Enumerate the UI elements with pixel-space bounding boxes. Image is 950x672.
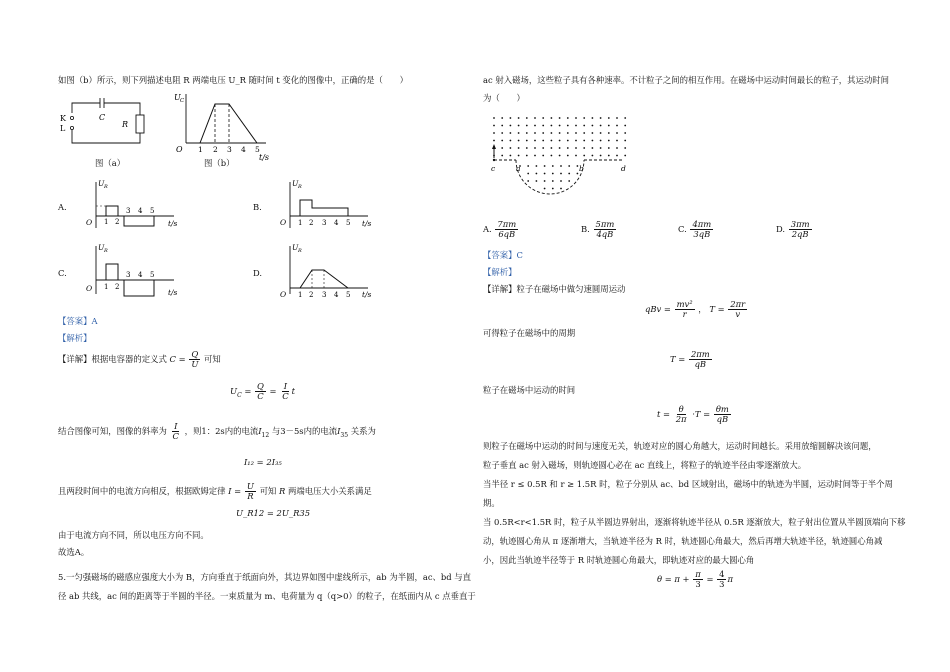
field-dot [510, 155, 512, 157]
field-dot [560, 180, 562, 182]
eq-theta-l: θ = π + [657, 574, 690, 585]
opt-b-ylabel: U [292, 179, 299, 188]
field-dot [559, 140, 561, 142]
eq-period-l: T = [709, 304, 725, 315]
eq-period-num: 2πr [730, 299, 746, 309]
equation-force: qBv = $\frac{\text{mv²}}{r}$ ， T = $\frac{2\pi r}{v}$ [645, 299, 746, 320]
graph-b-xlabel: t/s [259, 153, 270, 162]
field-dot [608, 125, 610, 127]
field-dot [624, 155, 626, 157]
field-dot [510, 132, 512, 134]
field-dot [559, 125, 561, 127]
opt-a-xlabel: t/s [168, 219, 178, 228]
field-dot [526, 125, 528, 127]
para-7: 小，因此当轨迹半径等于 R 时轨迹圆心角最大，即轨迹对应的最大圆心角 [483, 555, 755, 565]
choice-c-num: 4πm [692, 219, 712, 229]
field-dot [624, 125, 626, 127]
para-2: 粒子垂直 ac 射入磁场，则轨迹圆心必在 ac 直线上，将粒子的轨迹半径由零逐渐放大。 [483, 460, 807, 470]
choice-b-num: 5πm [595, 219, 615, 229]
opt-b-tick: 3 [322, 219, 327, 227]
ohm-text: 且两段时间中的电流方向相反，根据欧姆定律 I = $\frac{U}{R}$ 可知 R 两端电压大小关系满足 [58, 481, 372, 502]
graph-b-tick: 2 [213, 145, 218, 154]
field-dot [542, 132, 544, 134]
field-dot [559, 132, 561, 134]
field-dot [501, 155, 503, 157]
eq-theta-mid: = [706, 574, 714, 585]
field-dot [600, 125, 602, 127]
field-dot [518, 117, 520, 119]
choose: 故选A。 [58, 547, 90, 557]
field-dot [518, 132, 520, 134]
field-dot [624, 140, 626, 142]
graph-b-ylabel: U [174, 93, 181, 102]
eq-force-l: qBv = [645, 304, 671, 315]
circuit-label-c: C [99, 113, 106, 122]
field-dot [501, 132, 503, 134]
field-dot [559, 147, 561, 149]
field-dot [600, 147, 602, 149]
field-dot [551, 140, 553, 142]
field-dot [559, 155, 561, 157]
eq-theta-end: π [727, 574, 733, 585]
opt-c-tick: 3 [126, 271, 131, 279]
para-1: 则粒子在磁场中运动的时间与速度无关，轨迹对应的圆心角越大，运动时间越长。采用放缩圆解决该问题， [483, 441, 877, 451]
field-dot [544, 165, 546, 167]
eq-period-den: v [735, 309, 741, 320]
opt-b-tick: 5 [346, 219, 351, 227]
field-dot [552, 165, 554, 167]
eq-theta-d1: 3 [695, 579, 701, 590]
q5-line1: 5.一匀强磁场的磁感应强度大小为 B，方向垂直于纸面向外，其边界如图中虚线所示，ab 为半圆，ac、bd 与直 [58, 572, 472, 582]
graph-b-tick: 4 [241, 145, 246, 154]
magnetic-field-diagram [486, 112, 636, 212]
field-dot [567, 155, 569, 157]
field-dot [583, 140, 585, 142]
eq-theta-n1: π [695, 569, 701, 579]
detail-2: 【详解】粒子在磁场中做匀速圆周运动 [483, 284, 626, 294]
conclusion: 由于电流方向不同，所以电压方向不同。 [58, 530, 209, 540]
field-dot [536, 165, 538, 167]
field-dot [624, 132, 626, 134]
time-text: 粒子在磁场中运动的时间 [483, 385, 576, 395]
field-dot [552, 173, 554, 175]
caption-b: 图（b） [204, 158, 235, 168]
field-dot [551, 125, 553, 127]
ohm-text-a: 且两段时间中的电流方向相反，根据欧姆定律 [58, 486, 226, 497]
field-dot [592, 132, 594, 134]
choice-c-den: 3qB [693, 229, 711, 240]
opt-b-tick: 1 [298, 219, 303, 227]
field-dot [551, 132, 553, 134]
field-dot [510, 117, 512, 119]
circuit-diagram [58, 95, 148, 155]
field-dot [608, 140, 610, 142]
field-dot [510, 125, 512, 127]
opt-d-tick: 5 [346, 291, 351, 299]
field-dot [624, 147, 626, 149]
field-dot [526, 147, 528, 149]
opt-a-ylabel: U [98, 179, 105, 188]
field-dots [493, 117, 626, 189]
field-label-c: c [491, 164, 496, 173]
eq-theta-d2: 3 [719, 579, 725, 590]
field-dot [567, 132, 569, 134]
field-dot [616, 147, 618, 149]
field-dot [551, 117, 553, 119]
field-dot [559, 117, 561, 119]
field-dot [501, 125, 503, 127]
choice-b-den: 4qB [596, 229, 614, 240]
eq-force-num: mv² [676, 299, 693, 309]
field-dot [608, 117, 610, 119]
eq-T-l: T = [670, 354, 686, 365]
para-6: 动，轨迹圆心角从 π 逐渐增大，当轨迹半径为 R 时，轨迹圆心角最大，然后再增大轨迹半径，轨迹圆心角减 [483, 536, 883, 546]
field-dot [527, 180, 529, 182]
graph-b-tick: 1 [198, 145, 203, 154]
field-dot [527, 173, 529, 175]
option-b-graph [276, 178, 376, 238]
equation-period [670, 350, 713, 369]
opt-c-tick: 2 [115, 283, 120, 291]
field-dot [552, 180, 554, 182]
field-dot [592, 125, 594, 127]
field-dot [600, 155, 602, 157]
choice-d [776, 220, 813, 239]
field-dot [600, 117, 602, 119]
opt-c-ylabel: U [98, 243, 105, 252]
field-dot [575, 147, 577, 149]
opt-a-origin: O [86, 218, 93, 227]
field-dot [501, 147, 503, 149]
field-dot [575, 132, 577, 134]
eq-t-d2: qB [716, 414, 729, 425]
eq-uc-lhs: U [230, 386, 238, 397]
eq-T-den: qB [694, 359, 707, 370]
eq-t-mid: ·T = [692, 409, 711, 420]
q5-line4: 为（ ） [483, 93, 525, 103]
equation-uc: $U_C$ = $\frac{Q}{C}$ = $\frac{I}{C}$ t [230, 381, 296, 402]
eq-t-d1: 2π [675, 414, 687, 425]
field-dot [600, 140, 602, 142]
option-d-graph [276, 242, 376, 302]
equation-i: I₁₂ = 2I₃₅ [244, 457, 282, 467]
option-d-label: D. [253, 268, 263, 278]
eq-uc-sub: C [237, 391, 242, 399]
opt-c-tick: 1 [104, 283, 109, 291]
field-dot [583, 125, 585, 127]
option-b-label: B. [253, 202, 262, 212]
opt-d-tick: 4 [334, 291, 339, 299]
opt-d-ysub: R [298, 248, 302, 254]
opt-b-xlabel: t/s [362, 219, 372, 228]
opt-a-tick: 3 [126, 207, 131, 215]
field-dot [493, 140, 495, 142]
field-dot [583, 117, 585, 119]
field-dot [575, 155, 577, 157]
field-dot [536, 180, 538, 182]
field-dot [526, 117, 528, 119]
q5-line3: ac 射入磁场，这些粒子具有各种速率。不计粒子之间的相互作用。在磁场中运动时间最长的粒子，其运动时间 [483, 75, 889, 85]
option-c-graph [82, 242, 182, 302]
field-dot [493, 117, 495, 119]
choice-c-label: C. [678, 224, 687, 235]
field-dot [501, 140, 503, 142]
choice-b [581, 220, 617, 239]
field-dot [567, 147, 569, 149]
choice-d-num: 3πm [790, 219, 810, 229]
field-dot [542, 117, 544, 119]
field-dot [552, 188, 554, 190]
field-dot [526, 132, 528, 134]
field-dot [534, 155, 536, 157]
field-dot [510, 140, 512, 142]
equation-time [657, 405, 732, 424]
field-dot [493, 125, 495, 127]
equation-u: U_R12 = 2U_R35 [236, 508, 311, 518]
detail-1: 【详解】根据电容器的定义式 C = $\frac{Q}{U}$ 可知 [58, 349, 221, 370]
opt-c-ysub: R [104, 248, 108, 254]
answer-2: 【答案】C [483, 250, 523, 260]
field-dot [551, 155, 553, 157]
field-dot [583, 155, 585, 157]
equation-theta [657, 570, 733, 589]
slope-text-d: 关系为 [350, 426, 376, 437]
field-dot [568, 180, 570, 182]
graph-b-tick: 5 [255, 145, 260, 154]
caption-a: 图（a） [95, 158, 126, 168]
option-c-label: C. [58, 268, 67, 278]
field-dot [534, 147, 536, 149]
field-dot [544, 188, 546, 190]
opt-d-tick: 3 [322, 291, 327, 299]
option-a-graph [82, 178, 182, 238]
field-dot [518, 155, 520, 157]
q5-line2: 径 ab 共线，ac 间的距离等于半圆的半径。一束质量为 m、电荷量为 q（q>0）的粒子，在纸面内从 c 点垂直于 [58, 591, 476, 601]
field-dot [526, 140, 528, 142]
eq-T-num: 2πm [690, 349, 710, 359]
answer-1: 【答案】A [58, 316, 98, 326]
opt-d-xlabel: t/s [362, 290, 372, 299]
field-dot [544, 180, 546, 182]
field-dot [518, 147, 520, 149]
field-dot [608, 132, 610, 134]
field-dot [534, 117, 536, 119]
choice-a-label: A. [483, 224, 492, 235]
option-a-label: A. [58, 202, 67, 212]
field-label-b: b [579, 164, 584, 173]
opt-b-tick: 4 [334, 219, 339, 227]
graph-b-ysub: C [180, 98, 185, 104]
circuit-label-r: R [122, 120, 129, 129]
field-dot [551, 147, 553, 149]
field-dot [592, 147, 594, 149]
para-3: 当半径 r ≤ 0.5R 和 r ≥ 1.5R 时，粒子分别从 ac、bd 区域射出，磁场中的轨迹为半圆，运动时间等于半个周 [483, 479, 893, 489]
para-5: 当 0.5R<r<1.5R 时，粒子从半圆边界射出，逐渐将轨迹半径从 0.5R 逐渐放大，粒子射出位置从半圆顶端向下移 [483, 517, 906, 527]
field-dot [493, 132, 495, 134]
graph-b [158, 88, 278, 162]
field-label-d: d [621, 164, 626, 173]
field-dot [536, 173, 538, 175]
opt-a-tick: 1 [104, 218, 109, 226]
eq-theta-n2: 4 [719, 569, 725, 579]
field-dot [518, 125, 520, 127]
field-dot [534, 132, 536, 134]
choice-a-num: 7πm [497, 219, 517, 229]
circuit-label-l: L [60, 124, 66, 133]
field-dot [568, 173, 570, 175]
field-dot [608, 155, 610, 157]
eq-t-n1: θ [678, 404, 684, 414]
field-dot [501, 117, 503, 119]
field-dot [616, 132, 618, 134]
field-dot [600, 132, 602, 134]
analysis-1: 【解析】 [58, 333, 92, 343]
field-dot [542, 147, 544, 149]
ohm-text-c: 两端电压大小关系满足 [287, 486, 372, 497]
field-dot [575, 125, 577, 127]
choice-b-label: B. [581, 224, 590, 235]
choice-a-den: 6qB [498, 229, 516, 240]
opt-c-tick: 4 [138, 271, 143, 279]
opt-a-tick: 4 [138, 207, 143, 215]
field-dot [560, 165, 562, 167]
choice-d-den: 2qB [791, 229, 809, 240]
choice-c [678, 220, 714, 239]
opt-b-origin: O [280, 218, 287, 227]
opt-d-origin: O [280, 290, 287, 299]
opt-d-ylabel: U [292, 243, 299, 252]
field-dot [534, 140, 536, 142]
ohm-text-b: 可知 [259, 486, 277, 497]
field-dot [592, 117, 594, 119]
field-dot [510, 147, 512, 149]
opt-c-xlabel: t/s [168, 288, 178, 297]
field-dot [592, 140, 594, 142]
field-dot [616, 140, 618, 142]
slope-text-b: ，则1：2s内的电流 [184, 426, 259, 437]
eq-t-l: t = [657, 409, 671, 420]
field-dot [542, 125, 544, 127]
field-dot [583, 147, 585, 149]
choice-d-label: D. [776, 224, 786, 235]
field-dot [534, 125, 536, 127]
field-dot [560, 188, 562, 190]
question-intro: 如图（b）所示，则下列描述电阻 R 两端电压 U_R 随时间 t 变化的图像中，正确的是（ ） [58, 75, 409, 85]
opt-d-tick: 2 [309, 291, 314, 299]
para-4: 期。 [483, 498, 500, 508]
field-dot [616, 155, 618, 157]
field-dot [583, 132, 585, 134]
field-dot [544, 173, 546, 175]
field-dot [527, 165, 529, 167]
field-dot [624, 117, 626, 119]
field-dot [518, 140, 520, 142]
opt-d-tick: 1 [298, 291, 303, 299]
field-dot [575, 117, 577, 119]
analysis-2: 【解析】 [483, 267, 517, 277]
eq-t-n2: θm [715, 404, 729, 414]
opt-b-ysub: R [298, 184, 302, 190]
field-dot [542, 155, 544, 157]
field-dot [567, 125, 569, 127]
graph-b-origin: O [176, 145, 183, 154]
detail-1-suffix: 可知 [204, 354, 221, 365]
detail-1-prefix: 【详解】根据电容器的定义式 [58, 354, 167, 365]
field-dot [592, 155, 594, 157]
period-text: 可得粒子在磁场中的周期 [483, 328, 576, 338]
field-dot [568, 165, 570, 167]
field-dot [567, 140, 569, 142]
slope-text: 结合图像可知，图像的斜率为 $\frac{I}{C}$ ，则1：2s内的电流$I_{12}$ 与3－5s内的电流$I_{35}$ 关系为 [58, 421, 376, 442]
field-dot [575, 140, 577, 142]
slope-text-a: 结合图像可知，图像的斜率为 [58, 426, 167, 437]
slope-text-c: 与3－5s内的电流 [271, 426, 338, 437]
field-dot [608, 147, 610, 149]
field-label-a: a [516, 164, 521, 173]
graph-b-tick: 3 [227, 145, 232, 154]
field-dot [526, 155, 528, 157]
eq-force-den: r [682, 309, 687, 320]
field-dot [542, 140, 544, 142]
field-dot [560, 173, 562, 175]
choice-a [483, 220, 519, 239]
opt-a-tick: 5 [150, 207, 155, 215]
opt-c-origin: O [86, 284, 93, 293]
opt-a-tick: 2 [115, 218, 120, 226]
field-dot [567, 117, 569, 119]
field-dot [616, 125, 618, 127]
opt-a-ysub: R [104, 184, 108, 190]
field-dot [616, 117, 618, 119]
opt-c-tick: 5 [150, 271, 155, 279]
opt-b-tick: 2 [309, 219, 314, 227]
circuit-label-k: K [60, 114, 66, 123]
